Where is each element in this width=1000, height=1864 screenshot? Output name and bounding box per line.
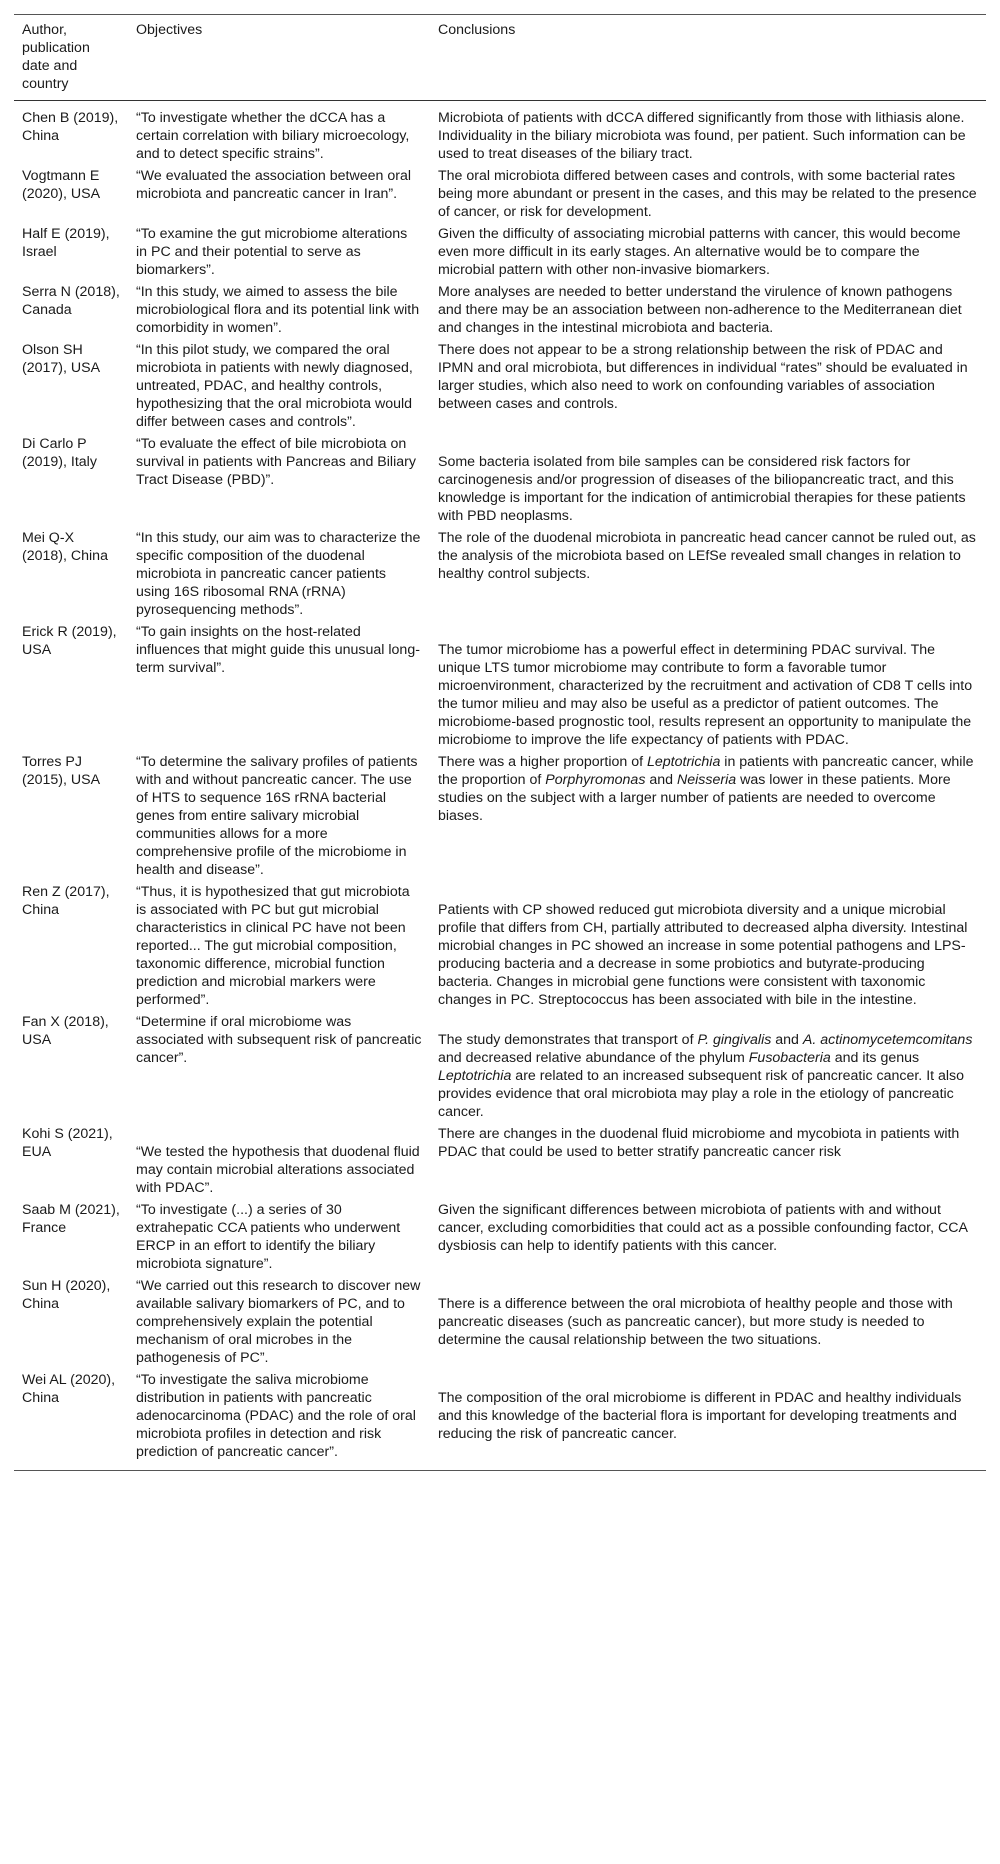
- table-row: [14, 1123, 986, 1199]
- cell-objective: “To evaluate the effect of bile microbiota on survival in patients with Pancreas and Biliary Tract Disease (PBD)”.: [136, 436, 416, 488]
- conclusion-text: The study demonstrates that transport of: [438, 1032, 698, 1048]
- review-table-wrapper: [14, 14, 986, 1471]
- header-row: [14, 15, 986, 101]
- conclusion-text: in patients with pancreatic cancer, while the proportion of: [438, 754, 974, 788]
- table-row: [14, 281, 986, 339]
- cell-author: Olson SH (2017), USA: [22, 342, 101, 376]
- cell-conclusion: The role of the duodenal microbiota in pancreatic head cancer cannot be ruled out, as the analysis of the microbiota based on LEfSe revealed small changes in relation to healthy control subjects.: [438, 530, 976, 582]
- cell-objective: “We evaluated the association between oral microbiota and pancreatic cancer in Iran”.: [136, 168, 411, 202]
- cell-objective: “In this study, our aim was to characterize the specific composition of the duodenal microbiota in pancreatic cancer patients using 16S ribosomal RNA (rRNA) pyrosequencing methods”.: [136, 530, 421, 618]
- cell-conclusion: [430, 881, 986, 1011]
- conclusion-text: and decreased relative abundance of the phylum: [438, 1050, 749, 1066]
- table-header: [14, 15, 986, 101]
- cell-conclusion: There are changes in the duodenal fluid microbiome and mycobiota in patients with PDAC that could be used to better stratify pancreatic cancer risk: [438, 1126, 960, 1160]
- cell-author: Sun H (2020), China: [22, 1278, 111, 1312]
- cell-conclusion: [430, 433, 986, 527]
- cell-author: Di Carlo P (2019), Italy: [22, 436, 97, 470]
- table-row: [14, 881, 986, 1011]
- cell-conclusion: There does not appear to be a strong relationship between the risk of PDAC and IPMN and oral microbiota, but differences in individual “rates” should be evaluated in larger studies, which also need to work on confounding variables of association between cases and controls.: [438, 342, 968, 412]
- table-row: [14, 751, 986, 881]
- cell-objective: “To investigate (...) a series of 30 extrahepatic CCA patients who underwent ERCP in an effort to identify the biliary microbiota signature”.: [136, 1202, 401, 1272]
- cell-author: Mei Q-X (2018), China: [22, 530, 108, 564]
- table-row: [14, 1275, 986, 1369]
- cell-objective: [128, 1123, 430, 1199]
- taxon-name: Leptotrichia: [438, 1068, 512, 1084]
- objective-text: “We tested the hypothesis that duodenal fluid may contain microbial alterations associated with PDAC”.: [136, 1144, 420, 1196]
- header-objectives: Objectives: [136, 22, 203, 38]
- cell-conclusion: Microbiota of patients with dCCA differed significantly from those with lithiasis alone. Individuality in the biliary microbiota was found, per patient. Such information can be used to treat diseases of the biliary tract.: [438, 110, 966, 162]
- conclusion-text: There is a difference between the oral microbiota of healthy people and those with pancreatic diseases (such as pancreatic cancer), but more study is needed to determine the causal relationship between the two situations.: [438, 1296, 953, 1348]
- taxon-name: P. gingivalis: [697, 1032, 772, 1048]
- cell-conclusion: [430, 1011, 986, 1123]
- table-row: [14, 433, 986, 527]
- cell-author: Fan X (2018), USA: [22, 1014, 109, 1048]
- conclusion-text: was lower in these patients. More studies on the subject with a larger number of patients are needed to overcome biases.: [438, 772, 951, 824]
- cell-author: Chen B (2019), China: [22, 110, 119, 144]
- cell-conclusion: [430, 751, 986, 881]
- conclusion-text: are related to an increased subsequent risk of pancreatic cancer. It also provides evidence that oral microbiota may play a role in the etiology of pancreatic cancer.: [438, 1068, 965, 1120]
- cell-conclusion: [430, 1369, 986, 1471]
- cell-author: Ren Z (2017), China: [22, 884, 110, 918]
- table-row: [14, 223, 986, 281]
- conclusion-text: Some bacteria isolated from bile samples can be considered risk factors for carcinogenesis and/or progression of diseases of the biliopancreatic tract, and this knowledge is important for the indication of antimicrobial therapies for these patients with PBD neoplasms.: [438, 454, 966, 524]
- header-conclusions: Conclusions: [438, 22, 516, 38]
- cell-author: Vogtmann E (2020), USA: [22, 168, 101, 202]
- cell-objective: “To investigate whether the dCCA has a certain correlation with biliary microecology, and to detect specific strains”.: [136, 110, 410, 162]
- cell-conclusion: Given the difficulty of associating microbial patterns with cancer, this would become even more difficult in its early stages. An alternative would be to compare the microbial pattern with other non-invasive biomarkers.: [438, 226, 961, 278]
- conclusion-text: and: [771, 1032, 803, 1048]
- cell-author: Wei AL (2020), China: [22, 1372, 116, 1406]
- taxon-name: Fusobacteria: [748, 1050, 831, 1066]
- table-row: [14, 1011, 986, 1123]
- cell-objective: “To examine the gut microbiome alterations in PC and their potential to serve as biomarkers”.: [136, 226, 408, 278]
- conclusion-text: The tumor microbiome has a powerful effect in determining PDAC survival. The unique LTS tumor microbiome may contribute to form a favorable tumor microenvironment, characterized by the recruitment and activation of CD8 T cells into the tumor milieu and may also be useful as a predictor of patient outcomes. The microbiome-based prognostic tool, results represent an opportunity to manipulate the microbiome to improve the life expectancy of patients with PDAC.: [438, 642, 973, 748]
- table-body: [14, 101, 986, 1471]
- cell-conclusion: [430, 1275, 986, 1369]
- cell-conclusion: More analyses are needed to better understand the virulence of known pathogens and there may be an association between non-adherence to the Mediterranean diet and changes in the intestinal microbiota and bacteria.: [438, 284, 962, 336]
- cell-objective: “To investigate the saliva microbiome distribution in patients with pancreatic adenocarcinoma (PDAC) and the role of oral microbiota profiles in detection and risk prediction of pancreatic cancer”.: [136, 1372, 416, 1460]
- cell-author: Erick R (2019), USA: [22, 624, 117, 658]
- conclusion-text: and: [645, 772, 677, 788]
- cell-objective: “In this pilot study, we compared the oral microbiota in patients with newly diagnosed, untreated, PDAC, and healthy controls, hypothesizing that the oral microbiota would differ between cases and controls”.: [136, 342, 413, 430]
- cell-conclusion: Given the significant differences between microbiota of patients with and without cancer, excluding comorbidities that could act as a possible confounding factor, CCA dysbiosis can help to identify patients with this cancer.: [438, 1202, 968, 1254]
- table-row: [14, 527, 986, 621]
- cell-author: Torres PJ (2015), USA: [22, 754, 101, 788]
- table-row: [14, 165, 986, 223]
- cell-author: Half E (2019), Israel: [22, 226, 110, 260]
- cell-author: Serra N (2018), Canada: [22, 284, 120, 318]
- conclusion-text: There was a higher proportion of: [438, 754, 647, 770]
- cell-objective: “We carried out this research to discover new available salivary biomarkers of PC, and to comprehensively explain the potential mechanism of oral microbes in the pathogenesis of PC”.: [136, 1278, 421, 1366]
- conclusion-text: and its genus: [830, 1050, 920, 1066]
- cell-author: Saab M (2021), France: [22, 1202, 120, 1236]
- cell-objective: “Thus, it is hypothesized that gut microbiota is associated with PC but gut microbial characteristics in clinical PC have not been reported... The gut microbial composition, taxonomic difference, microbial function prediction and microbial markers were performed”.: [136, 884, 410, 1008]
- studies-table: [14, 14, 986, 1471]
- taxon-name: Leptotrichia: [647, 754, 721, 770]
- conclusion-text: The composition of the oral microbiome is different in PDAC and healthy individuals and this knowledge of the bacterial flora is important for developing treatments and reducing the risk of pancreatic cancer.: [438, 1390, 962, 1442]
- cell-conclusion: [430, 621, 986, 751]
- table-row: [14, 107, 986, 165]
- table-row: [14, 1369, 986, 1471]
- taxon-name: A. actinomycetemcomitans: [802, 1032, 973, 1048]
- header-author: Author, publication date and country: [22, 22, 90, 92]
- conclusion-text: Patients with CP showed reduced gut microbiota diversity and a unique microbial profile that differs from CH, partially attributed to decreased alpha diversity. Intestinal microbial changes in PC showed an increase in some potential pathogens and LPS-producing bacteria and a decrease in some probiotics and butyrate-producing bacteria. Changes in microbial gene functions were consistent with taxonomic changes in PC. Streptococcus has been associated with bile in the intestine.: [438, 902, 968, 1008]
- cell-objective: “To determine the salivary profiles of patients with and without pancreatic cancer. The use of HTS to sequence 16S rRNA bacterial genes from entire salivary microbial communities allows for a more comprehensive profile of the microbiome in health and disease”.: [136, 754, 418, 878]
- taxon-name: Porphyromonas: [545, 772, 646, 788]
- cell-conclusion: The oral microbiota differed between cases and controls, with some bacterial rates being more abundant or present in the cases, and this may be related to the presence of cancer, or risk for development.: [438, 168, 977, 220]
- cell-objective: “Determine if oral microbiome was associated with subsequent risk of pancreatic cancer”.: [136, 1014, 422, 1066]
- taxon-name: Neisseria: [676, 772, 737, 788]
- cell-objective: “To gain insights on the host-related influences that might guide this unusual long-term survival”.: [136, 624, 420, 676]
- cell-objective: “In this study, we aimed to assess the bile microbiological flora and its potential link with comorbidity in women”.: [136, 284, 420, 336]
- table-row: [14, 339, 986, 433]
- cell-author: Kohi S (2021), EUA: [22, 1126, 113, 1160]
- table-row: [14, 621, 986, 751]
- table-row: [14, 1199, 986, 1275]
